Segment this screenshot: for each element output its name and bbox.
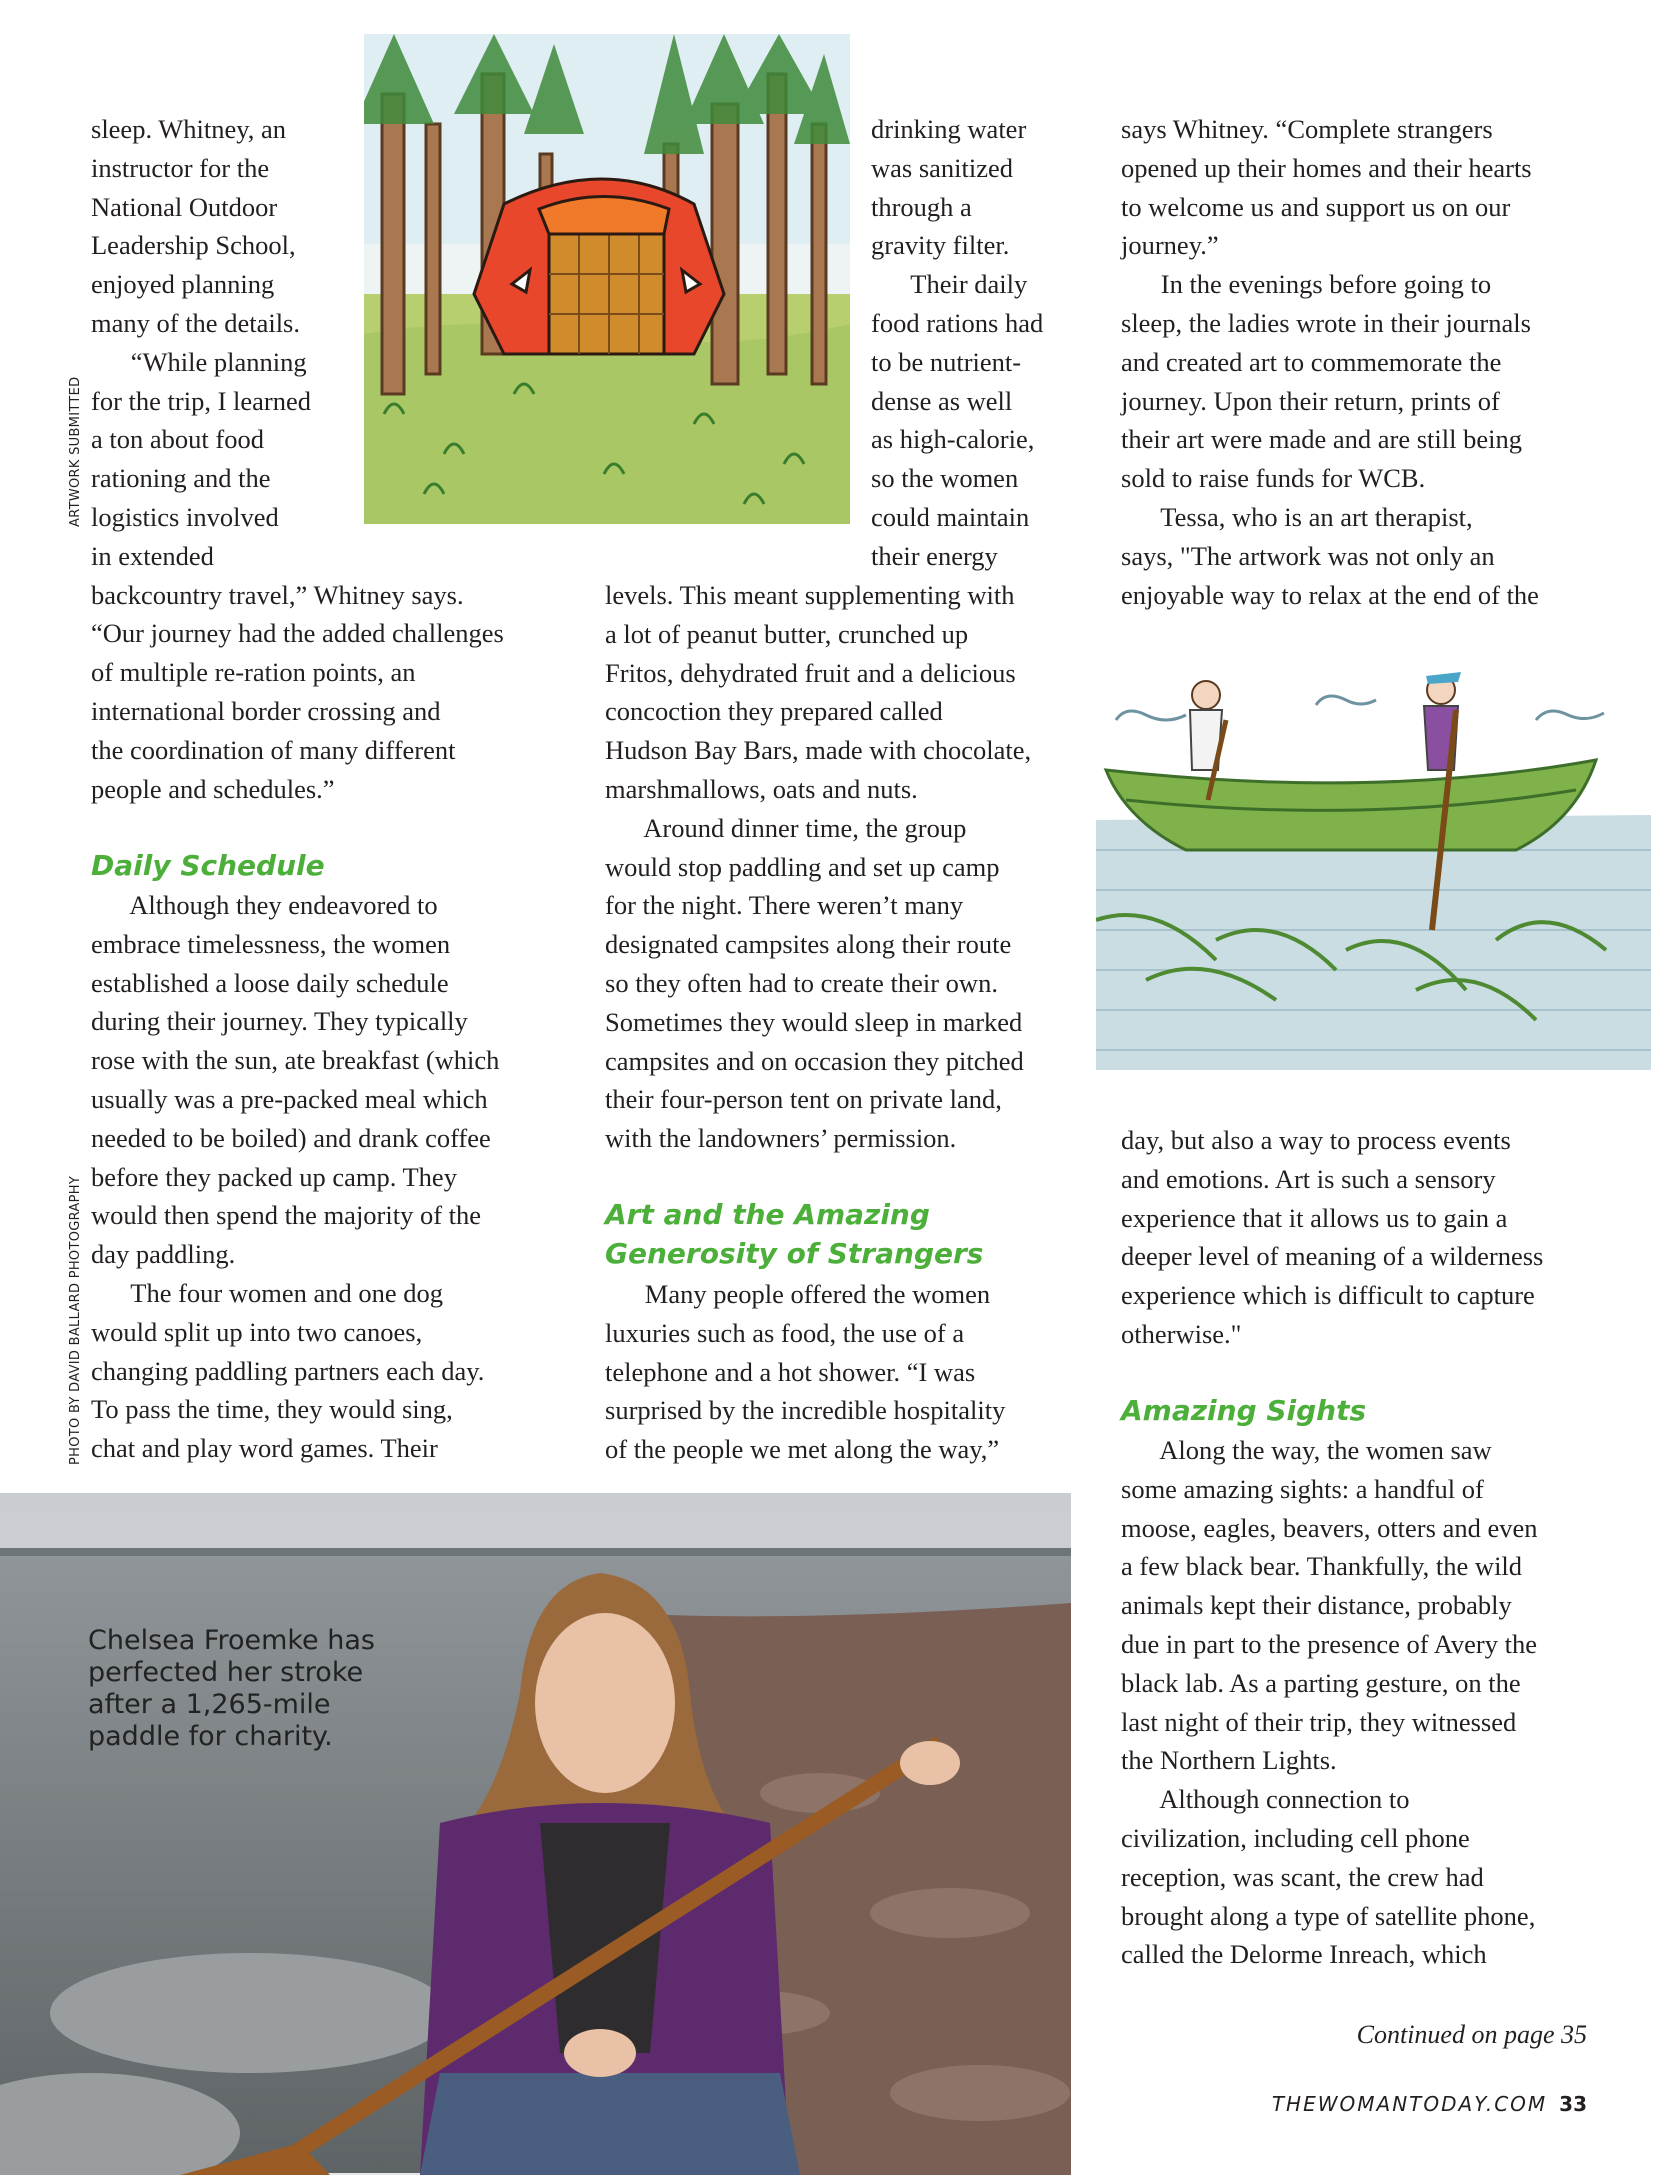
col2-text-b: levels. This meant supplementing with a lot of peanut butter, crunched up Fritos, dehydrated fruit and a delicious concoction they prepared called Hudson Bay Bars, made with chocolate, marshmallows, oats and nuts. Around dinner time, the group would stop paddling and set up camp for the night. There weren’t many designated campsites along their route so they often had to create their own. Sometimes they would sleep in marked campsites and on occasion they pitched their four-person tent on private land, with the landowners’ permission. <box>605 580 1032 1154</box>
col1-text-b: Although they endeavored to embrace timelessness, the women established a loose daily schedule during their journey. They typically rose with the sun, ate breakfast (which usually was a pre-packed meal which needed to be boiled) and drank coffee before they packed up camp. They would then spend the majority of the day paddling. The four women and one dog would split up into two canoes, changing paddling partners each day. To pass the time, they would sing, chat and play word games. Their <box>91 890 500 1464</box>
photo-credit: PHOTO BY DAVID BALLARD PHOTOGRAPHY <box>68 1175 83 1465</box>
artwork-credit: ARTWORK SUBMITTED <box>68 376 83 527</box>
heading-art-generosity: Art and the Amazing Generosity of Strangers <box>605 1198 984 1270</box>
continued-note: Continued on page 35 <box>1356 2020 1587 2049</box>
col3-text-a: says Whitney. “Complete strangers opened up their homes and their hearts to welcome us and support us on our journey.” In the evenings before going to sleep, the ladies wrote in their journals and created art to commemorate the journey. Upon their return, prints of their art were made and are still being sold to raise funds for WCB. Tessa, who is an art therapist, says, "The artwork was not only an enjoyable way to relax at the end of the <box>1121 114 1539 610</box>
photo-caption: Chelsea Froemke has perfected her stroke after a 1,265-mile paddle for charity. <box>88 1625 375 1752</box>
col3-text-b: day, but also a way to process events and emotions. Art is such a sensory experience that it allows us to gain a deeper level of meaning of a wilderness experience which is difficult to capture otherwise." <box>1121 1125 1544 1349</box>
page-number: 33 <box>1559 2092 1587 2116</box>
site-name: THEWOMANTODAY.COM <box>1271 2092 1548 2116</box>
col2-text-a: drinking water was sanitized through a gravity filter. Their daily food rations had to be nutrient- dense as well as high-calorie, so the women could maintain their energy <box>871 114 1044 571</box>
chelsea-photo <box>0 1493 1071 2175</box>
heading-daily-schedule: Daily Schedule <box>91 849 325 882</box>
page-footer <box>1272 2092 1587 2116</box>
col1-text-a: sleep. Whitney, an instructor for the National Outdoor Leadership School, enjoyed planning many of the details. “While planning for the trip, I learned a ton about food rationing and the logistics involved in extended backcountry travel,” Whitney says. “Our journey had the added challenges of multiple re-ration points, an international border crossing and the coordination of many different people and schedules.” <box>91 114 504 804</box>
col3-text-c: Along the way, the women saw some amazing sights: a handful of moose, eagles, beavers, otters and even a few black bear. Thankfully, the wild animals kept their distance, probably due in part to the presence of Avery the black lab. As a parting gesture, on the last night of their trip, they witnessed the Northern Lights. Although connection to civilization, including cell phone reception, was scant, the crew had brought along a type of satellite phone, called the Delorme Inreach, which <box>1121 1435 1538 1970</box>
heading-amazing-sights: Amazing Sights <box>1121 1394 1367 1427</box>
col2-text-c: Many people offered the women luxuries such as food, the use of a telephone and a hot shower. “I was surprised by the incredible hospitality of the people we met along the way,” <box>605 1279 1006 1465</box>
canoe-artwork <box>1096 650 1651 1070</box>
